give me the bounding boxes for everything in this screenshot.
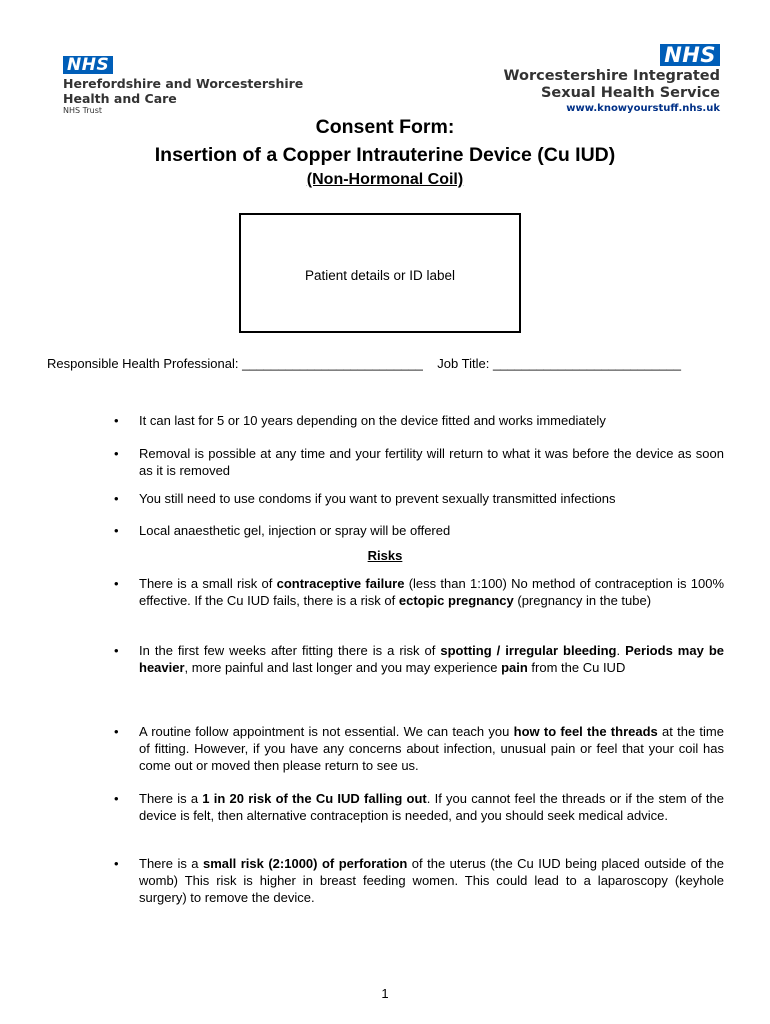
body-text: of the uterus (the Cu IUD being placed outside of the womb) This risk is higher in breast feeding women. This could lead to a laparoscopy (keyhole surgery) to remove the device.	[139, 856, 724, 905]
body-text: You still need to use condoms if you want to prevent sexually transmitted infections	[139, 491, 616, 506]
nhs-logo-badge: NHS	[660, 44, 720, 66]
emphasis-text: spotting / irregular bleeding	[440, 643, 617, 658]
list-item-text	[139, 522, 724, 539]
hwhc-logo	[63, 56, 303, 115]
body-text: (less than 1:100) No method of contraception is 100% effective. If the Cu IUD fails, there is a risk of	[139, 576, 725, 608]
body-text: .	[616, 643, 626, 658]
list-item	[114, 412, 724, 429]
list-item-text	[139, 723, 724, 774]
body-text: There is a	[139, 791, 203, 806]
body-text: at the time of fitting. However, if you have any concerns about infection, unusual pain or feel that your coil has come out or moved then please return to see us.	[139, 724, 724, 773]
bullet-icon: •	[114, 413, 119, 428]
emphasis-text: 1 in 20 risk of the Cu IUD falling out	[202, 791, 427, 806]
body-text: , more painful and last longer and you may experience	[184, 660, 502, 675]
emphasis-text: pain	[501, 660, 528, 675]
wishs-logo	[470, 44, 720, 114]
emphasis-text: how to feel the threads	[513, 724, 658, 739]
body-text: (pregnancy in the tube)	[513, 593, 652, 608]
list-item	[114, 723, 724, 774]
list-item-text	[139, 855, 724, 906]
org-name-line3: NHS Trust	[63, 106, 102, 115]
list-item	[114, 575, 724, 609]
bullet-icon: •	[114, 643, 119, 658]
patient-details-box[interactable]	[239, 213, 521, 333]
list-item-text	[139, 445, 724, 479]
body-text: There is a small risk of	[139, 576, 277, 591]
nhs-logo-badge: NHS	[63, 56, 113, 74]
list-item-text	[139, 790, 724, 824]
body-text: Local anaesthetic gel, injection or spray will be offered	[139, 523, 451, 538]
list-item	[114, 490, 724, 507]
risks-heading: Risks	[367, 548, 403, 563]
bullet-icon: •	[114, 856, 119, 871]
emphasis-text: ectopic pregnancy	[398, 593, 514, 608]
body-text: There is a	[139, 856, 204, 871]
body-text: . If you cannot feel the threads or if the stem of the device is felt, then alternative contraception is needed, and you should seek medical advice.	[139, 791, 724, 823]
form-subtitle-coil: (Non-Hormonal Coil)	[306, 171, 464, 188]
list-item-text	[139, 642, 724, 676]
body-text: from the Cu IUD	[527, 660, 626, 675]
page-number: 1	[381, 986, 389, 1001]
list-item	[114, 855, 724, 906]
responsible-professional-field[interactable]: Responsible Health Professional: _________________________ Job Title: __________________________	[47, 356, 681, 371]
form-subtitle: Insertion of a Copper Intrauterine Device (Cu IUD)	[154, 144, 616, 166]
form-title: Consent Form:	[315, 116, 455, 138]
body-text: A routine follow appointment is not essential. We can teach you	[139, 724, 514, 739]
service-name-line2: Sexual Health Service	[540, 85, 720, 101]
bullet-icon: •	[114, 446, 119, 461]
emphasis-text: contraceptive failure	[276, 576, 405, 591]
emphasis-text: small risk (2:1000) of perforation	[203, 856, 408, 871]
bullet-icon: •	[114, 791, 119, 806]
list-item-text	[139, 412, 724, 429]
bullet-icon: •	[114, 724, 119, 739]
org-name-line2: Health and Care	[63, 91, 177, 106]
patient-details-label: Patient details or ID label	[304, 268, 456, 283]
list-item	[114, 445, 724, 479]
list-item	[114, 790, 724, 824]
service-url: www.knowyourstuff.nhs.uk	[566, 103, 720, 114]
list-item	[114, 642, 724, 676]
bullet-icon: •	[114, 523, 119, 538]
body-text: It can last for 5 or 10 years depending on the device fitted and works immediately	[139, 413, 606, 428]
bullet-icon: •	[114, 491, 119, 506]
service-name-line1: Worcestershire Integrated	[503, 68, 720, 84]
org-name-line1: Herefordshire and Worcestershire	[63, 76, 304, 91]
list-item	[114, 522, 724, 539]
list-item-text	[139, 575, 724, 609]
bullet-icon: •	[114, 576, 119, 591]
list-item-text	[139, 490, 724, 507]
body-text: Removal is possible at any time and your fertility will return to what it was before the device as soon as it is removed	[139, 446, 724, 478]
emphasis-text: Periods may be heavier	[139, 643, 724, 675]
body-text: In the first few weeks after fitting there is a risk of	[139, 643, 441, 658]
